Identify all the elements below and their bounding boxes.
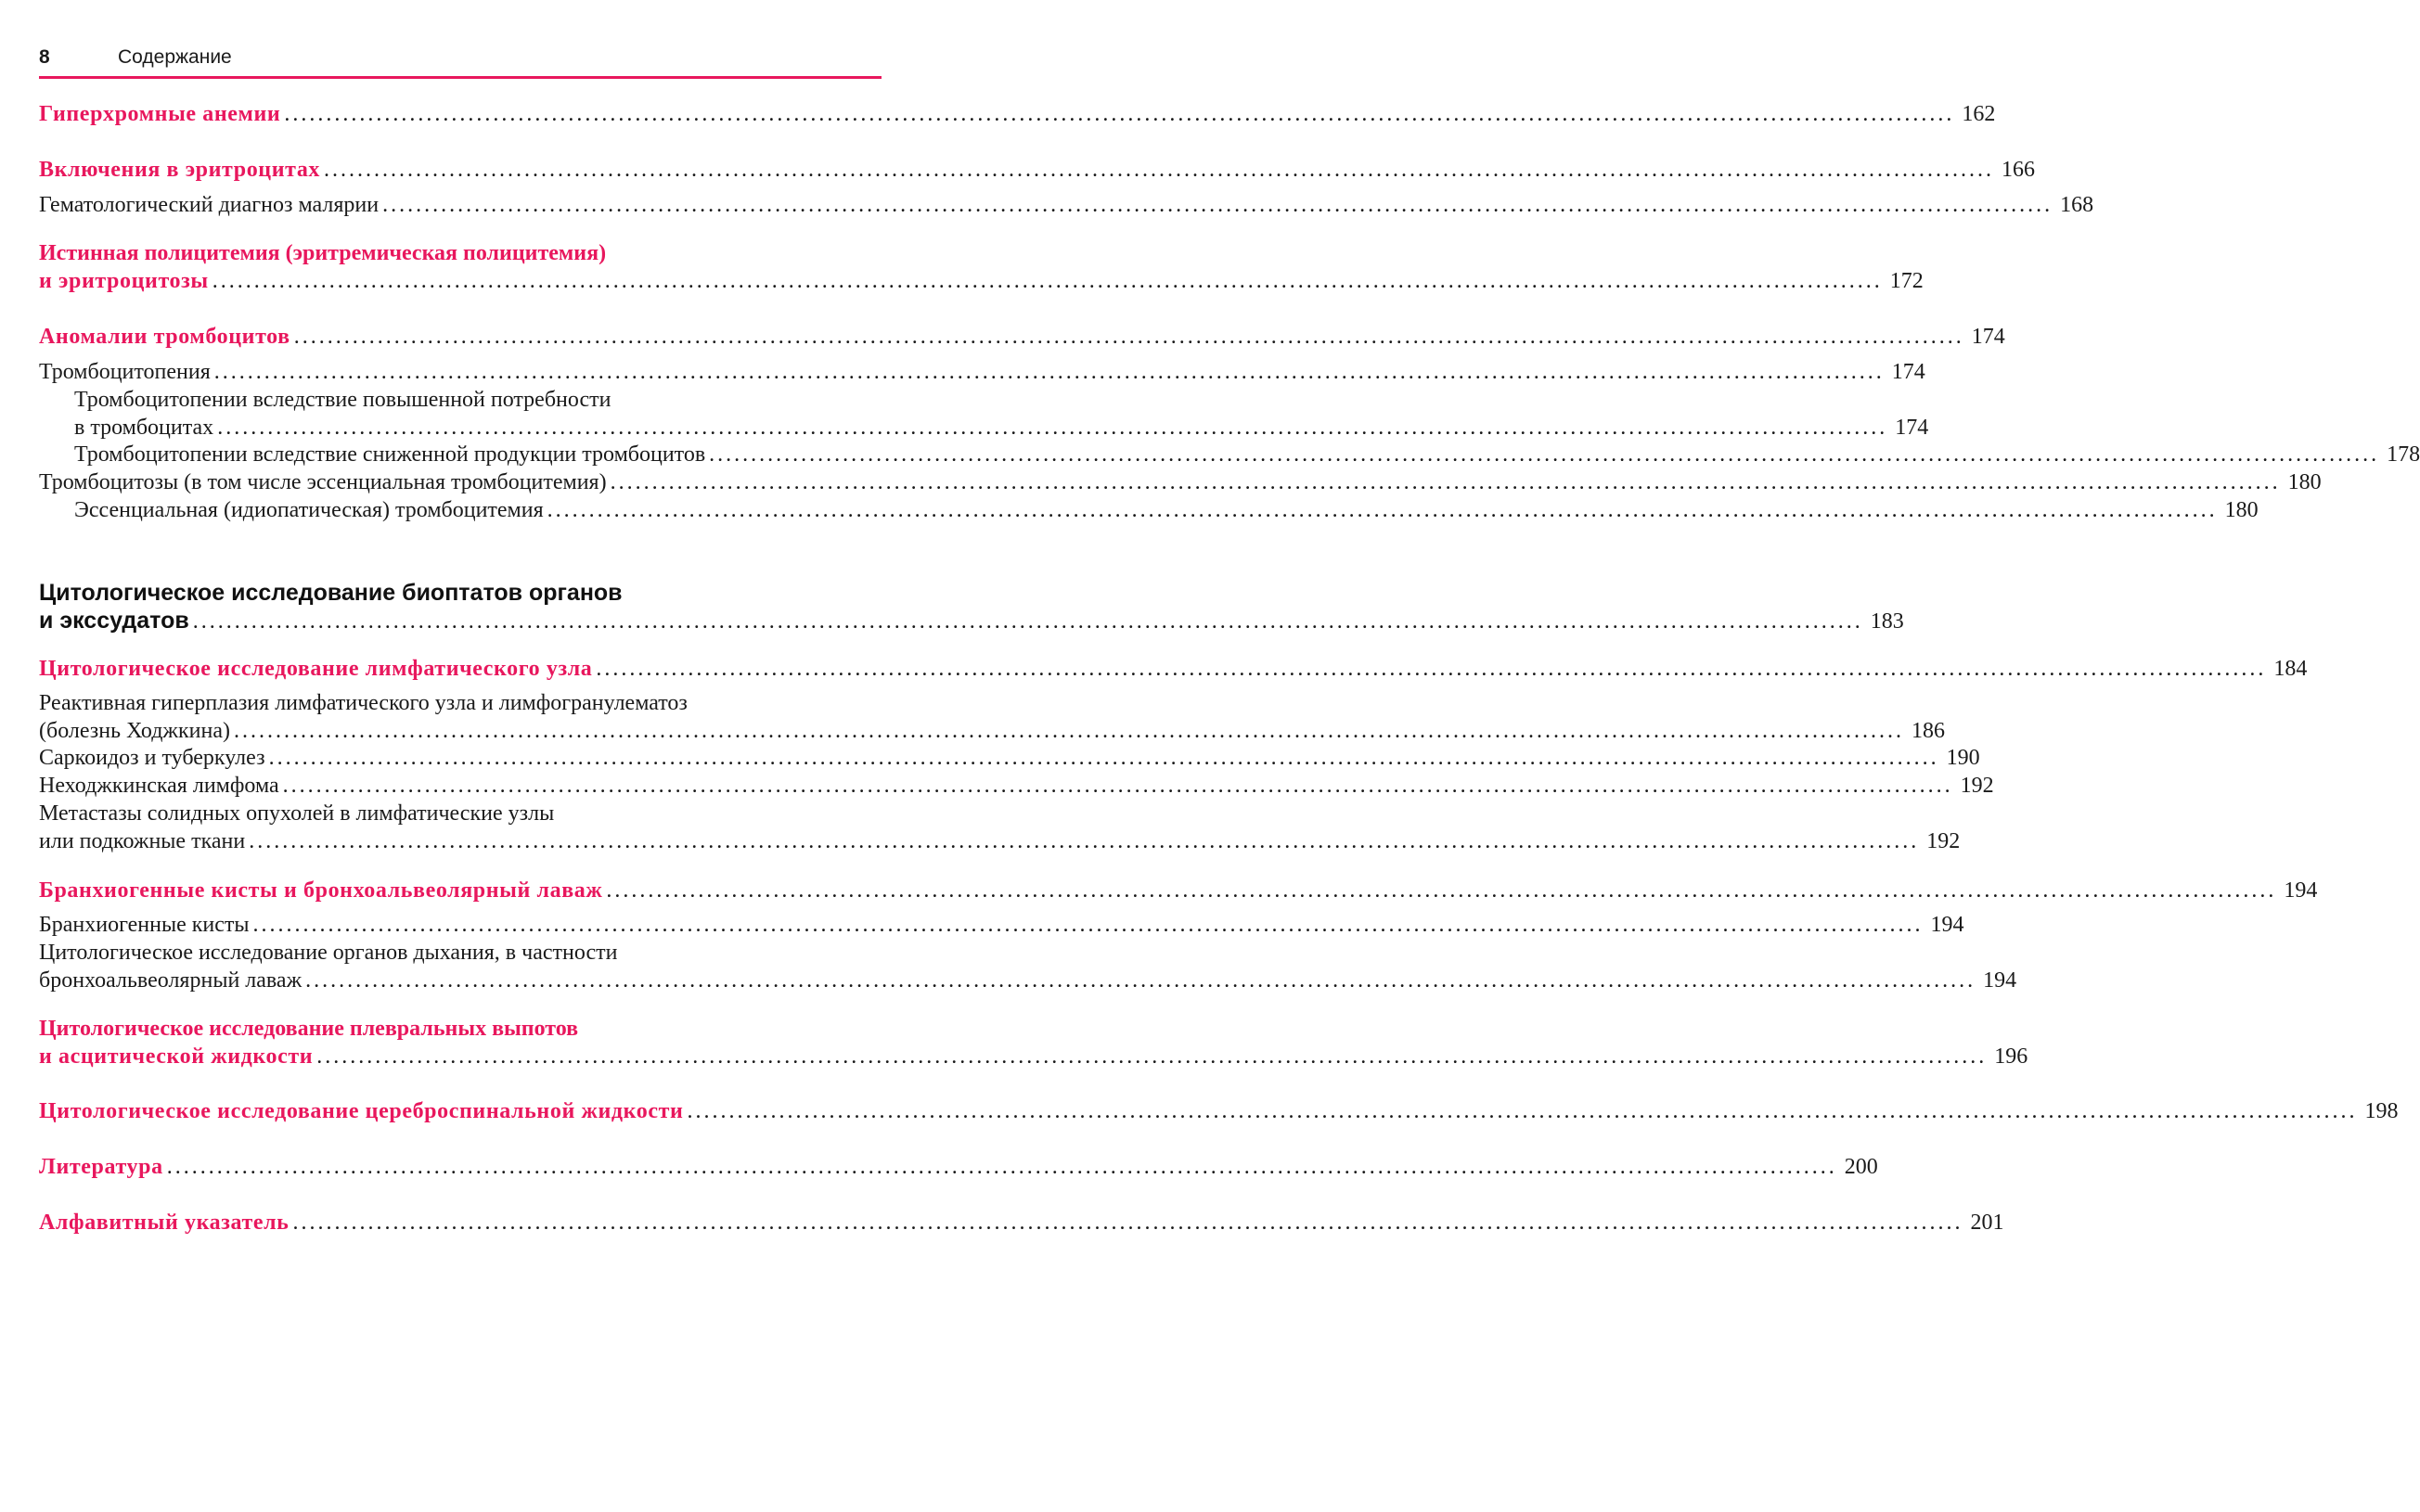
toc-entry[interactable]	[39, 239, 1924, 295]
toc-entry-title: Неходжкинская лимфома	[39, 774, 279, 798]
page-number: 8	[39, 46, 50, 68]
toc-page-number: 174	[1971, 325, 2005, 349]
toc-entry[interactable]	[39, 655, 2308, 683]
toc-entry-title: Тромбоцитопения	[39, 360, 211, 384]
dot-leader: ........................................................................................................................................................................................................	[268, 746, 1939, 770]
toc-entry[interactable]	[39, 323, 2005, 351]
toc-page-number: 196	[1994, 1044, 2028, 1069]
toc-page-number: 201	[1970, 1211, 2004, 1235]
toc-page-number: 200	[1844, 1155, 1878, 1179]
dot-leader: ........................................................................................................................................................................................................	[293, 325, 1964, 349]
toc-entry-title: или подкожные ткани	[39, 829, 246, 853]
toc-entry-title-line: Цитологическое исследование биоптатов органов	[39, 580, 623, 606]
toc-page-number: 166	[2002, 158, 2036, 182]
toc-page-number: 174	[1895, 416, 1929, 440]
toc-page-number: 192	[1926, 829, 1961, 853]
dot-leader: ........................................................................................................................................................................................................	[212, 269, 1883, 293]
toc-entry[interactable]	[39, 496, 2259, 524]
toc-page-number: 178	[2387, 442, 2420, 467]
toc-entry-title: Аномалии тромбоцитов	[39, 325, 290, 349]
toc-entry-title: Алфавитный указатель	[39, 1211, 290, 1235]
toc-page-number: 194	[1983, 968, 2017, 993]
toc-entry-title: (болезнь Ходжкина)	[39, 719, 230, 743]
dot-leader: ........................................................................................................................................................................................................	[596, 657, 2267, 681]
dot-leader: ........................................................................................................................................................................................................	[282, 774, 1953, 798]
toc-entry[interactable]	[39, 1015, 2028, 1070]
toc-entry[interactable]	[39, 877, 2318, 904]
toc-entry-title: Включения в эритроцитах	[39, 158, 321, 182]
dot-leader: ........................................................................................................................................................................................................	[382, 193, 2053, 217]
toc-page-number: 168	[2060, 193, 2094, 217]
toc-entry[interactable]	[39, 579, 1904, 634]
toc-entry-title-line: Тромбоцитопении вследствие повышенной потребности	[74, 388, 611, 412]
dot-leader: ........................................................................................................................................................................................................	[687, 1099, 2358, 1123]
dot-leader: ........................................................................................................................................................................................................	[305, 968, 1976, 993]
dot-leader: ........................................................................................................................................................................................................	[324, 158, 1995, 182]
toc-entry[interactable]	[39, 468, 2322, 496]
toc-page-number: 192	[1960, 774, 1994, 798]
toc-entry[interactable]	[39, 191, 2094, 219]
toc-entry-title: и асцитической жидкости	[39, 1044, 314, 1069]
page-header	[39, 41, 882, 80]
toc-entry-title: Бранхиогенные кисты и бронхоальвеолярный лаваж	[39, 878, 603, 903]
toc-entry[interactable]	[39, 689, 1945, 745]
toc-entry-title: и экссудатов	[39, 608, 189, 634]
toc-page-number: 194	[2284, 878, 2318, 903]
toc-entry-title: Цитологическое исследование лимфатического узла	[39, 657, 593, 681]
toc-entry-title: Цитологическое исследование цереброспинальной жидкости	[39, 1099, 684, 1123]
toc-page-number: 162	[1962, 102, 1996, 126]
dot-leader: ........................................................................................................................................................................................................	[192, 609, 1863, 634]
toc-entry-title: Гиперхромные анемии	[39, 102, 281, 126]
toc-entry-title: бронхоальвеолярный лаваж	[39, 968, 302, 993]
dot-leader: ........................................................................................................................................................................................................	[316, 1044, 1988, 1069]
toc-page-number: 194	[1930, 913, 1964, 937]
toc-page-number: 183	[1870, 609, 1904, 634]
dot-leader: ........................................................................................................................................................................................................	[166, 1155, 1837, 1179]
toc-entry-title-line: Истинная полицитемия (эритремическая полицитемия)	[39, 241, 607, 265]
dot-leader: ........................................................................................................................................................................................................	[610, 470, 2281, 494]
toc-page-number: 184	[2273, 657, 2308, 681]
dot-leader: ........................................................................................................................................................................................................	[217, 416, 1888, 440]
dot-leader: ........................................................................................................................................................................................................	[606, 878, 2277, 903]
header-rule	[39, 76, 882, 79]
toc-entry-title: Бранхиогенные кисты	[39, 913, 250, 937]
toc-entry[interactable]	[39, 1153, 1878, 1181]
dot-leader: ........................................................................................................................................................................................................	[284, 102, 1955, 126]
toc-entry-title: Гематологический диагноз малярии	[39, 193, 380, 217]
toc-entry-title: в тромбоцитах	[74, 416, 214, 440]
dot-leader: ........................................................................................................................................................................................................	[709, 442, 2380, 467]
toc-entry[interactable]	[39, 939, 2017, 994]
toc-page-number: 180	[2224, 498, 2259, 522]
toc-page-number: 180	[2287, 470, 2322, 494]
toc-page-number: 186	[1912, 719, 1945, 743]
toc-entry[interactable]	[39, 386, 1929, 442]
toc-entry[interactable]	[39, 800, 1961, 855]
toc-entry-title: Саркоидоз и туберкулез	[39, 746, 265, 770]
dot-leader: ........................................................................................................................................................................................................	[547, 498, 2218, 522]
toc-entry[interactable]	[39, 156, 2036, 184]
toc-entry-title-line: Метастазы солидных опухолей в лимфатические узлы	[39, 801, 555, 826]
toc-entry[interactable]	[39, 441, 2420, 468]
toc-entry-title: Тромбоцитозы (в том числе эссенциальная тромбоцитемия)	[39, 470, 607, 494]
running-title: Содержание	[118, 46, 232, 68]
toc-entry[interactable]	[39, 772, 1994, 800]
dot-leader: ........................................................................................................................................................................................................	[249, 829, 1920, 853]
toc-page-number: 198	[2364, 1099, 2399, 1123]
toc-entry-title: Литература	[39, 1155, 163, 1179]
toc-entry-title: и эритроцитозы	[39, 269, 209, 293]
toc-entry[interactable]	[39, 911, 1964, 939]
toc-page-number: 172	[1889, 269, 1924, 293]
dot-leader: ........................................................................................................................................................................................................	[252, 913, 1924, 937]
dot-leader: ........................................................................................................................................................................................................	[234, 719, 1904, 743]
toc-entry[interactable]	[39, 744, 1980, 772]
toc-entry-title-line: Цитологическое исследование органов дыхания, в частности	[39, 941, 618, 965]
dot-leader: ........................................................................................................................................................................................................	[213, 360, 1885, 384]
toc-entry-title: Тромбоцитопении вследствие сниженной продукции тромбоцитов	[74, 442, 706, 467]
toc-entry-title: Эссенциальная (идиопатическая) тромбоцитемия	[74, 498, 544, 522]
toc-page-number: 174	[1891, 360, 1925, 384]
toc-page-number: 190	[1946, 746, 1980, 770]
toc-entry-title-line: Цитологическое исследование плевральных выпотов	[39, 1017, 579, 1041]
dot-leader: ........................................................................................................................................................................................................	[292, 1211, 1963, 1235]
toc-entry-title-line: Реактивная гиперплазия лимфатического узла и лимфогранулематоз	[39, 691, 688, 715]
toc-entry[interactable]	[39, 1097, 2399, 1125]
toc-entry[interactable]	[39, 358, 1925, 386]
toc-entry[interactable]	[39, 1209, 2004, 1237]
toc-entry[interactable]	[39, 100, 1996, 128]
